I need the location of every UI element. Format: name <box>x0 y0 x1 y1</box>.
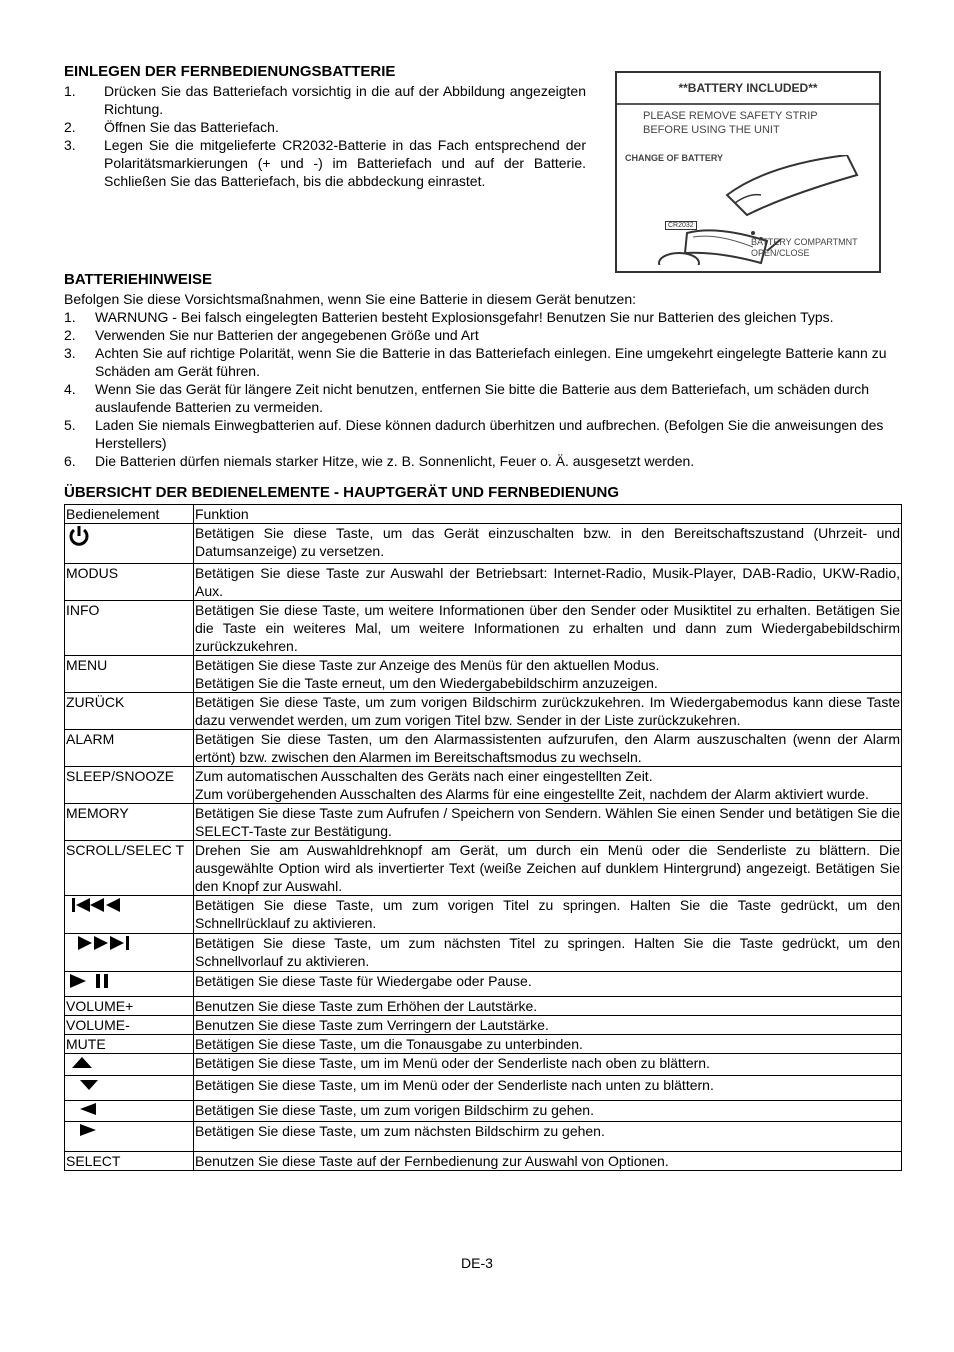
table-row <box>65 730 902 767</box>
control-function: Betätigen Sie diese Taste, um das Gerät einzuschalten bzw. in den Bereitschaftszustand (Uhrzeit- und Datumsanzeige) zu versetzen. <box>194 524 902 564</box>
control-label: SELECT <box>65 1152 194 1171</box>
list-item-text: Achten Sie auf richtige Polarität, wenn Sie die Batterie in das Batteriefach einlegen. Eine umgekehrt eingelegte Batterie kann zu Schäden am Gerät führen. <box>95 345 887 379</box>
list-item-number: 3. <box>64 345 76 361</box>
control-label: MUTE <box>65 1035 194 1054</box>
control-function: Betätigen Sie diese Taste, um die Tonausgabe zu unterbinden. <box>194 1035 902 1054</box>
control-icon-cell <box>65 1076 194 1101</box>
figure-compartment-label: BATTERY COMPARTMNT OPEN/CLOSE <box>751 237 858 258</box>
control-function: Betätigen Sie diese Taste, um zum nächsten Bildschirm zu gehen. <box>194 1122 902 1152</box>
list-item-number: 2. <box>64 327 76 343</box>
list-item-text: Drücken Sie das Batteriefach vorsichtig in die auf der Abbildung angezeigten Richtung. <box>104 83 586 117</box>
battery-insert-section <box>64 62 902 270</box>
control-function: Benutzen Sie diese Taste zum Verringern der Lautstärke. <box>194 1016 902 1035</box>
list-item <box>64 308 902 326</box>
control-label: MODUS <box>65 564 194 601</box>
list-item-number: 6. <box>64 453 76 469</box>
hints-section-title: BATTERIEHINWEISE <box>64 271 213 288</box>
control-function: Benutzen Sie diese Taste auf der Fernbedienung zur Auswahl von Optionen. <box>194 1152 902 1171</box>
control-label: ZURÜCK <box>65 693 194 730</box>
control-icon-cell <box>65 524 194 564</box>
table-row <box>65 972 902 997</box>
arrow-up-icon <box>66 1054 96 1074</box>
list-item-text: Öffnen Sie das Batteriefach. <box>104 119 279 135</box>
control-icon-cell <box>65 934 194 972</box>
control-label: VOLUME+ <box>65 997 194 1016</box>
table-row <box>65 1035 902 1054</box>
controls-section-title: ÜBERSICHT DER BEDIENELEMENTE - HAUPTGERÄT UND FERNBEDIENUNG <box>64 484 620 501</box>
table-header-row <box>65 505 902 524</box>
figure-change-label: CHANGE OF BATTERY <box>625 153 723 163</box>
arrow-down-icon <box>66 1076 102 1096</box>
battery-steps-list <box>64 82 586 190</box>
table-row <box>65 564 902 601</box>
control-function: Zum automatischen Ausschalten des Geräts nach einer eingestellten Zeit. Zum vorübergehenden Ausschalten des Alarms für eine eingestellte Zeit, nachdem der Alarm aktiviert wurde. <box>194 767 902 804</box>
control-function: Betätigen Sie diese Taste zum Aufrufen / Speichern von Sendern. Wählen Sie einen Sender und betätigen Sie die SELECT-Taste zur Bestätigung. <box>195 805 900 839</box>
list-item-number: 1. <box>64 309 76 325</box>
table-row <box>65 1016 902 1035</box>
list-item <box>64 82 586 118</box>
table-row <box>65 1076 902 1101</box>
table-row <box>65 601 902 656</box>
table-row <box>65 1054 902 1076</box>
document-page <box>64 62 902 1171</box>
list-item-number: 2. <box>64 119 76 135</box>
list-item-text: Wenn Sie das Gerät für längere Zeit nicht benutzen, entfernen Sie bitte die Batterie aus dem Batteriefach, um schäden durch auslaufende Batterien zu vermeiden. <box>95 381 870 415</box>
arrow-left-icon <box>66 1101 102 1121</box>
control-label: MEMORY <box>65 804 194 841</box>
list-item <box>64 118 586 136</box>
list-item-number: 1. <box>64 83 76 99</box>
control-label: MENU <box>65 656 194 693</box>
table-row <box>65 524 902 564</box>
control-function: Drehen Sie am Auswahldrehknopf am Gerät, um durch ein Menü oder die Senderliste zu blättern. Die ausgewählte Option wird als invertierter Text (weiße Zeichen auf dunklem Hintergrund) angezeigt. Betätigen Sie den Knopf zur Auswahl. <box>195 842 900 894</box>
table-row <box>65 1152 902 1171</box>
list-item-text: Verwenden Sie nur Batterien der angegebenen Größe und Art <box>95 327 479 343</box>
hints-intro: Befolgen Sie diese Vorsichtsmaßnahmen, wenn Sie eine Batterie in diesem Gerät benutzen: <box>64 291 636 307</box>
arrow-right-icon <box>66 1122 102 1142</box>
control-function: Betätigen Sie diese Taste zur Anzeige des Menüs für den aktuellen Modus. Betätigen Sie die Taste erneut, um den Wiedergabebildschirm anzuzeigen. <box>194 656 902 693</box>
header-control: Bedienelement <box>65 505 194 524</box>
control-icon-cell <box>65 972 194 997</box>
list-item-text: Laden Sie niemals Einwegbatterien auf. Diese können dadurch überhitzen und aufbrechen. (Befolgen Sie die anweisungen des Herstellers) <box>95 417 884 451</box>
battery-hints-section <box>64 270 902 470</box>
list-item <box>64 416 902 452</box>
controls-table <box>64 504 902 1171</box>
table-row <box>65 841 902 896</box>
control-function: Benutzen Sie diese Taste zum Erhöhen der Lautstärke. <box>194 997 902 1016</box>
list-item <box>64 344 902 380</box>
control-function: Betätigen Sie diese Tasten, um den Alarmassistenten aufzurufen, den Alarm auszuschalten (wenn der Alarm ertönt) bzw. zwischen den Alarmen im Bereitschaftsmodus zu wechseln. <box>195 731 900 765</box>
control-label: SCROLL/SELEC T <box>65 841 194 896</box>
control-function: Betätigen Sie diese Taste, um zum vorigen Titel zu springen. Halten Sie die Taste gedrückt, um den Schnellrücklauf zu aktivieren. <box>194 896 902 934</box>
forward-next-icon <box>66 934 132 956</box>
control-function: Betätigen Sie diese Taste, um zum vorigen Bildschirm zu gehen. <box>194 1101 902 1122</box>
figure-cell-label: CR2032 <box>665 221 697 230</box>
battery-figure <box>615 71 881 273</box>
control-function: Betätigen Sie diese Taste, um zum vorigen Bildschirm zurückzukehren. Im Wiedergabemodus kann diese Taste dazu verwendet werden, um zum vorigen Titel bzw. Sender in der Liste zurückzukehren. <box>195 694 900 728</box>
list-item-text: Die Batterien dürfen niemals starker Hitze, wie z. B. Sonnenlicht, Feuer o. Ä. ausgesetzt werden. <box>95 453 695 469</box>
list-item <box>64 380 902 416</box>
table-row <box>65 896 902 934</box>
previous-rewind-icon <box>66 896 122 918</box>
table-row <box>65 804 902 841</box>
control-function: Betätigen Sie diese Taste, um im Menü oder der Senderliste nach unten zu blättern. <box>194 1076 902 1101</box>
table-row <box>65 767 902 804</box>
table-row <box>65 693 902 730</box>
controls-section <box>64 483 902 1171</box>
list-item <box>64 136 586 190</box>
list-item-number: 3. <box>64 137 76 153</box>
control-label: ALARM <box>65 730 194 767</box>
list-item-number: 4. <box>64 381 76 397</box>
control-function: Betätigen Sie diese Taste, um zum nächsten Titel zu springen. Halten Sie die Taste gedrückt, um den Schnellvorlauf zu aktivieren. <box>194 934 902 972</box>
list-item-text: Legen Sie die mitgelieferte CR2032-Batterie in das Fach entsprechend der Polaritätsmarkierungen (+ und -) im Batteriefach und auf der Batterie. Schließen Sie das Batteriefach, bis die abbdeckung einrastet. <box>104 137 586 189</box>
figure-header: **BATTERY INCLUDED** <box>617 73 879 105</box>
header-function: Funktion <box>194 505 902 524</box>
play-pause-icon <box>66 972 116 994</box>
control-label: SLEEP/SNOOZE <box>65 767 194 804</box>
table-row <box>65 656 902 693</box>
figure-safety-text: PLEASE REMOVE SAFETY STRIP BEFORE USING THE UNIT <box>643 110 818 136</box>
control-icon-cell <box>65 896 194 934</box>
table-row <box>65 934 902 972</box>
control-icon-cell <box>65 1054 194 1076</box>
list-item <box>64 326 902 344</box>
list-item-number: 5. <box>64 417 76 433</box>
hints-list <box>64 308 902 470</box>
table-row <box>65 997 902 1016</box>
battery-section-title: EINLEGEN DER FERNBEDIENUNGSBATTERIE <box>64 63 396 80</box>
list-item <box>64 452 902 470</box>
table-row <box>65 1122 902 1152</box>
control-icon-cell <box>65 1101 194 1122</box>
page-number: DE-3 <box>461 1255 493 1271</box>
control-icon-cell <box>65 1122 194 1152</box>
control-label: VOLUME- <box>65 1016 194 1035</box>
table-row <box>65 1101 902 1122</box>
control-function: Betätigen Sie diese Taste zur Auswahl der Betriebsart: Internet-Radio, Musik-Player, DAB-Radio, UKW-Radio, Aux. <box>195 565 900 599</box>
control-function: Betätigen Sie diese Taste, um im Menü oder der Senderliste nach oben zu blättern. <box>194 1054 902 1076</box>
control-function: Betätigen Sie diese Taste, um weitere Informationen über den Sender oder Musiktitel zu erhalten. Betätigen Sie die Taste ein weiteres Mal, um weitere Informationen zu erhalten und dann zum Wiedergabebildschirm zurückzukehren. <box>195 602 900 654</box>
control-label: INFO <box>65 601 194 656</box>
control-function: Betätigen Sie diese Taste für Wiedergabe oder Pause. <box>194 972 902 997</box>
list-item-text: WARNUNG - Bei falsch eingelegten Batterien besteht Explosionsgefahr! Benutzen Sie nur Batterien des gleichen Typs. <box>95 309 834 325</box>
power-icon <box>66 524 92 552</box>
